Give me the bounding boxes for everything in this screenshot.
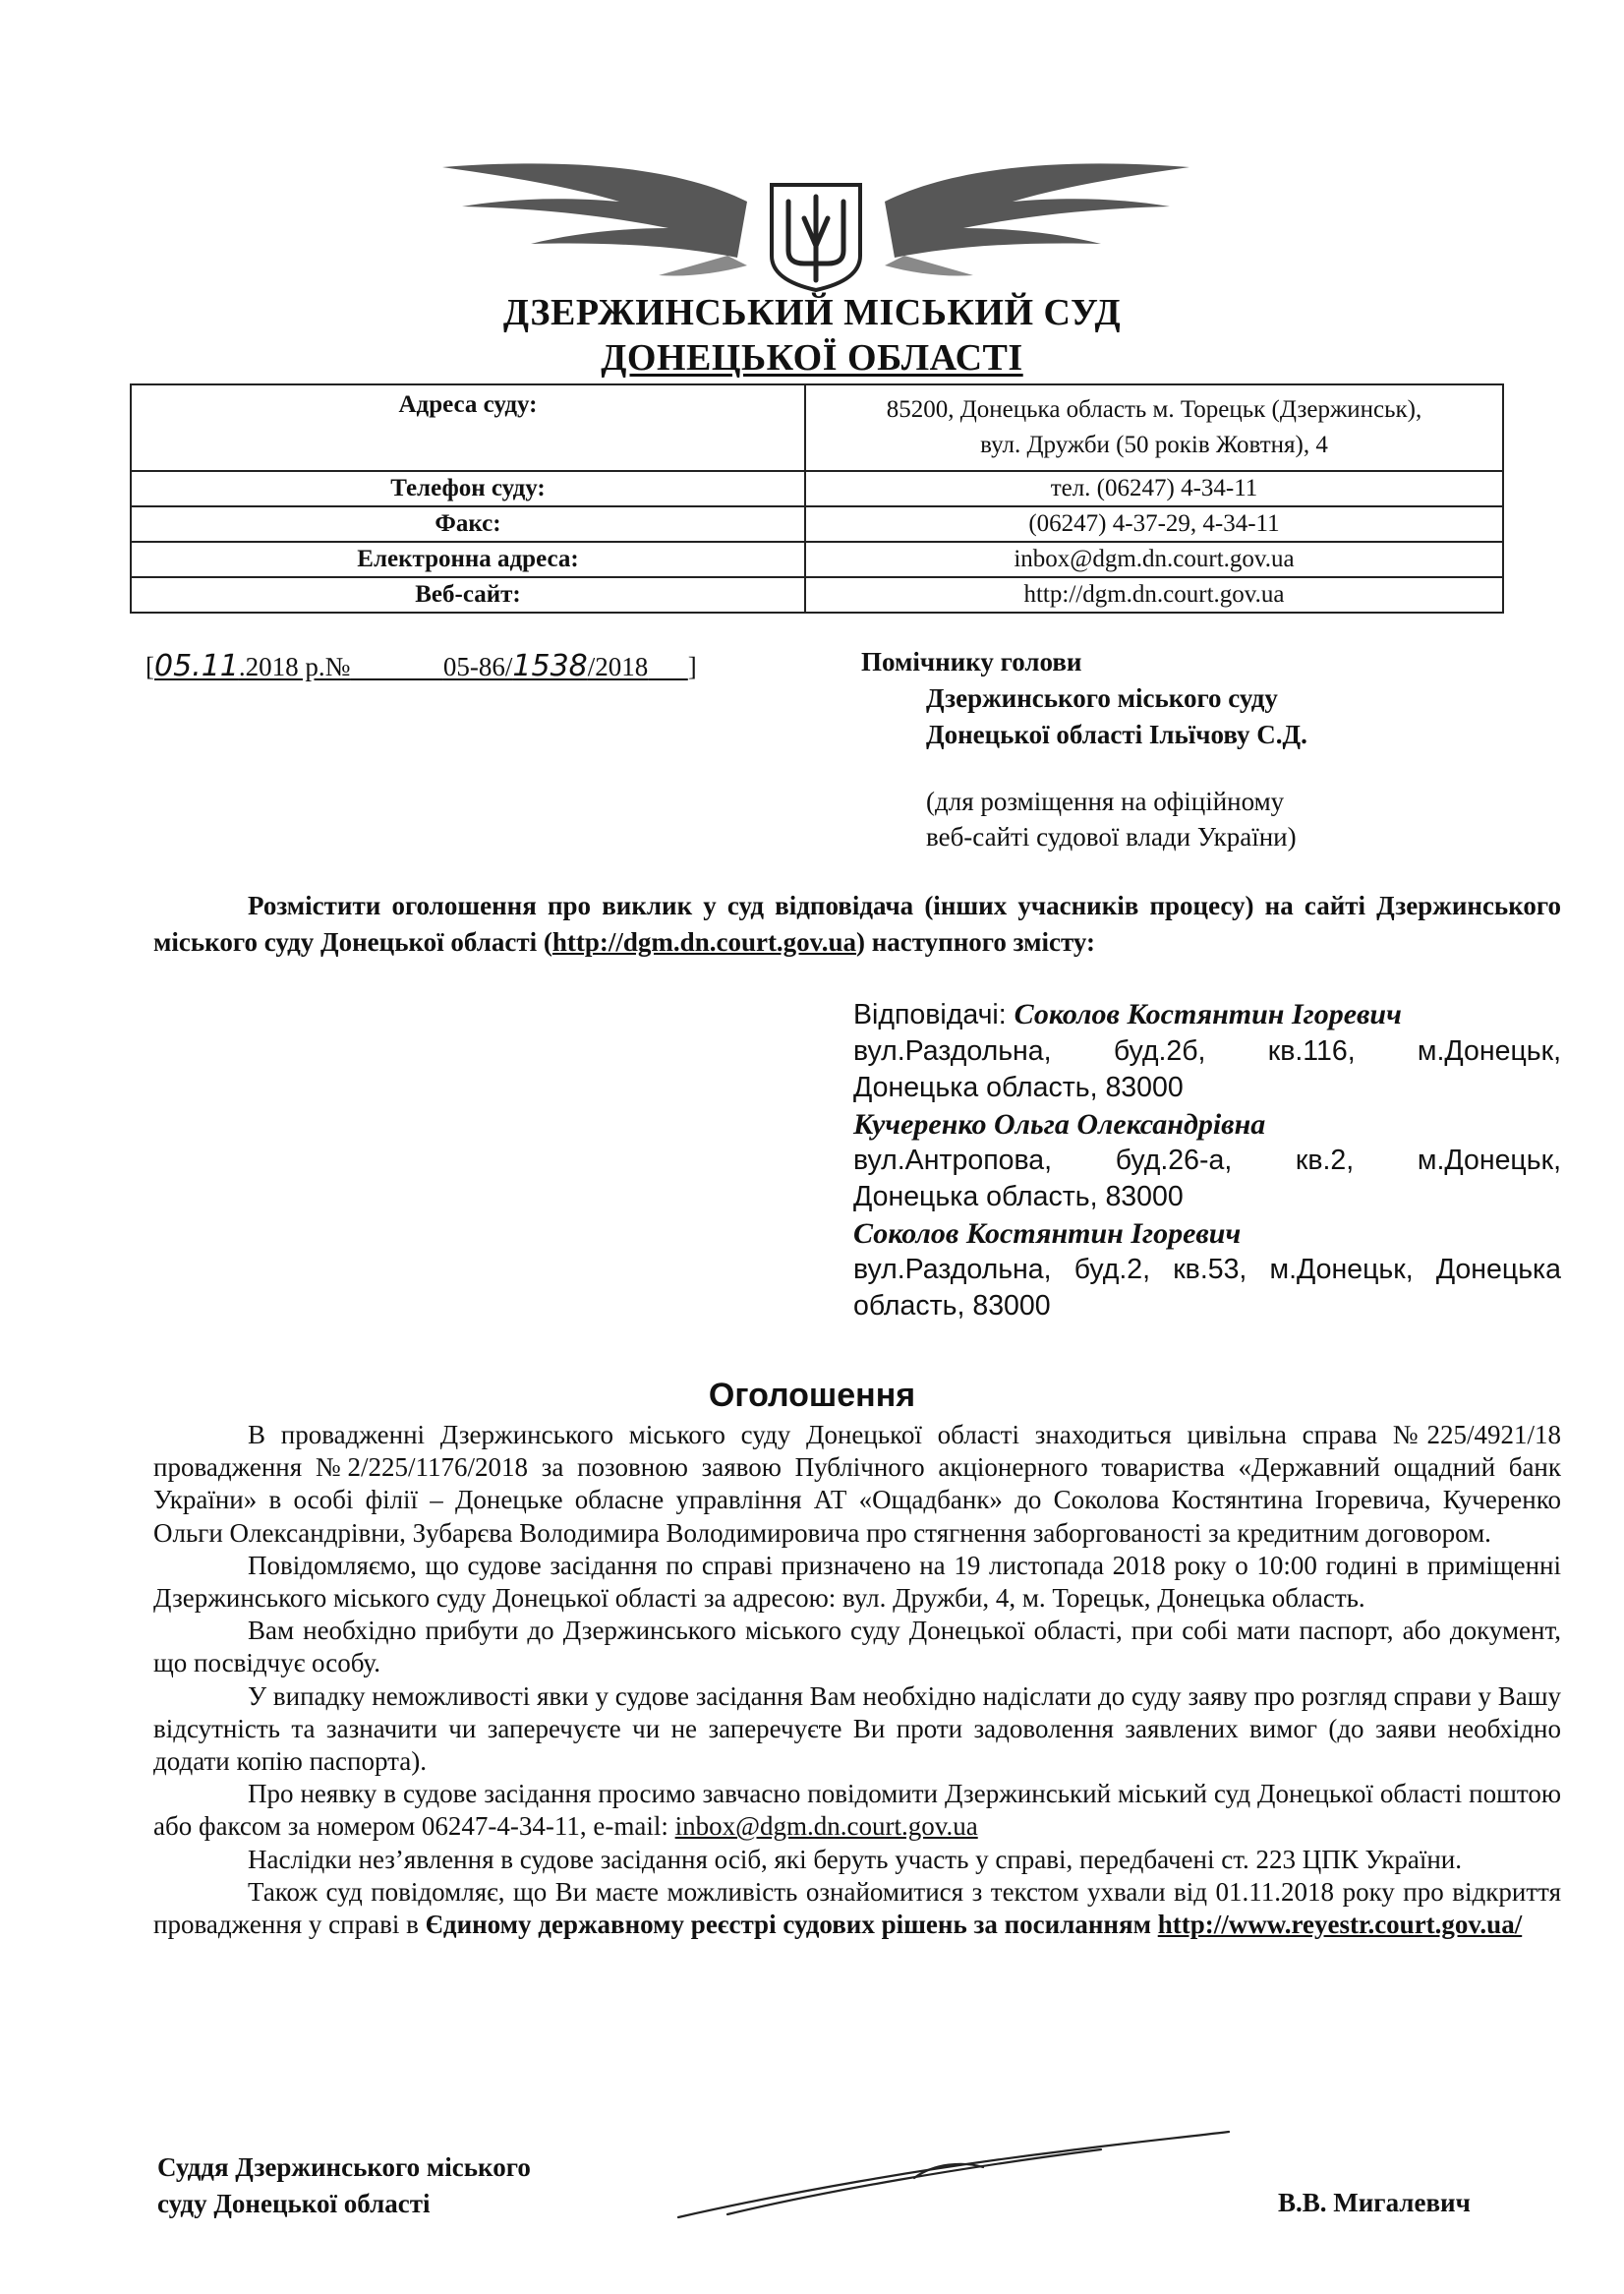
addressee-note-line2: веб-сайті судової влади України) [926,822,1297,852]
signature-name: В.В. Мигалевич [1278,2188,1471,2217]
addressee-note-line1: (для розміщення на офіційному [926,787,1285,816]
announcement-p4: У випадку неможливості явки у судове засідання Вам необхідно надіслати до суду заяву про розгляд справи у Вашу відсутність та зазначити чи заперечуєте чи не заперечуєте Ви проти задоволення заявлених вимог (до заяви необхідно додати копію паспорта). [153,1680,1561,1777]
announcement-p2: Повідомляємо, що судове засідання по справі призначено на 19 листопада 2018 року о 10:00 годині в приміщенні Дзержинського міського суду Донецької області за адресою: вул. Дружби, 4, м. Торецьк, Донецька область. [153,1550,1561,1614]
announcement-p5-text: Про неявку в судове засідання просимо завчасно повідомити Дзержинський міський суд Донецької області поштою або факсом за номером 06247-4-34-11, e-mail: [153,1779,1561,1842]
signature-title [157,2149,531,2222]
info-row-address [131,384,1503,471]
ref-date-rest: .2018 р.№ [238,652,351,681]
ref-number-suffix: /2018 [587,652,649,681]
announcement-title: Оголошення [708,1377,916,1414]
announcement-p7-text: Також суд повідомляє, що Ви маєте можливість ознайомитися з текстом ухвали від 01.11.2018 року про відкриття провадження у справі в [153,1876,1561,1940]
respondent-1-address-line2: Донецька область, 83000 [853,1072,1184,1103]
addressee-note [926,784,1297,854]
address-label: Адреса суду: [131,384,805,471]
handwritten-signature-icon [668,2124,1239,2232]
signature-title-line1: Суддя Дзержинського міського [157,2152,531,2182]
respondent-3-address-line1: вул.Раздольна, буд.2, кв.53, м.Донецьк, Донецька [853,1254,1561,1285]
website-value: http://dgm.dn.court.gov.ua [805,577,1503,613]
announcement-p6: Наслідки нез’явлення в судове засідання осіб, які беруть участь у справі, передбачені ст. 223 ЦПК України. [248,1844,1462,1874]
addressee-line3: Донецької області Ільїчову С.Д. [926,720,1307,749]
info-row-email [131,542,1503,577]
request-paragraph [153,888,1561,961]
addressee-line2: Дзержинського міського суду [926,683,1278,713]
phone-value: тел. (06247) 4-34-11 [805,471,1503,506]
ref-handwritten-number: 1538 [512,649,588,683]
address-line1: 85200, Донецька область м. Торецьк (Дзержинськ), [886,396,1422,423]
announcement-p5 [153,1778,1561,1843]
fax-value: (06247) 4-37-29, 4-34-11 [805,506,1503,542]
court-info-table [130,383,1504,614]
court-title-line1: ДЗЕРЖИНСЬКИЙ МІСЬКИЙ СУД [502,292,1122,333]
ref-close-bracket: ] [687,652,697,681]
court-emblem-icon [423,147,1209,295]
address-line2: вул. Дружби (50 років Жовтня), 4 [980,432,1328,458]
respondent-1-name: Соколов Костянтин Ігоревич [1014,998,1402,1030]
info-row-phone [131,471,1503,506]
court-title [0,290,1624,381]
info-row-fax [131,506,1503,542]
ref-handwritten-date: 05.11 [154,649,239,683]
email-label: Електронна адреса: [131,542,805,577]
ref-number-prefix: 05-86/ [442,652,513,681]
respondent-3-name: Соколов Костянтин Ігоревич [853,1217,1242,1250]
reference-line [145,649,697,683]
announcement-registry-link[interactable]: http://www.reyestr.court.gov.ua/ [1157,1910,1523,1940]
announcement-p3: Вам необхідно прибути до Дзержинського міського суду Донецької області, при собі мати паспорт, або документ, що посвідчує особу. [153,1616,1561,1678]
addressee [861,644,1307,753]
court-title-line2: ДОНЕЦЬКОЇ ОБЛАСТІ [601,337,1023,379]
info-row-website [131,577,1503,613]
announcement-p1: В провадженні Дзержинського міського суду Донецької області знаходиться цивільна справа №225/4921/18 провадження №2/225/1176/2018 за позовною заявою Публічного акціонерного товариства «Державний ощадний банк України» в особі філії – Донецьке обласне управління АТ «Ощадбанк» до Соколова Костянтина Ігоревича, Кучеренко Ольги Олександрівни, Зубарєва Володимира Володимировича про стягнення заборгованості за кредитним договором. [153,1420,1561,1548]
signature-title-line2: суду Донецької області [157,2189,431,2218]
respondents-block [853,996,1561,1324]
request-site-link[interactable]: http://dgm.dn.court.gov.ua [551,927,856,957]
request-text-before: Розмістити оголошення про виклик у суд відповідача (інших учасників процесу) на сайті Дзержинського міського суду Донецької області ( [153,891,1561,957]
email-value: inbox@dgm.dn.court.gov.ua [805,542,1503,577]
respondent-2-address-line2: Донецька область, 83000 [853,1181,1184,1212]
respondent-2-name: Кучеренко Ольга Олександрівна [853,1108,1266,1141]
announcement-email-link[interactable]: inbox@dgm.dn.court.gov.ua [674,1811,978,1842]
respondents-label: Відповідачі: [853,999,1015,1030]
ref-open-bracket: [ [145,652,154,681]
respondent-1 [853,996,1561,1033]
announcement-p7 [153,1876,1561,1941]
request-text-after: ) наступного змісту: [855,927,1095,957]
fax-label: Факс: [131,506,805,542]
address-value [805,384,1503,471]
respondent-3-address-line2: область, 83000 [853,1290,1051,1322]
announcement-body [153,1419,1561,1941]
respondent-2-address-line1: вул.Антропова, буд.26-а, кв.2, м.Донецьк, [853,1145,1561,1176]
announcement-p7-bold: Єдиному державному реєстрі судових рішень за посиланням [425,1910,1151,1940]
addressee-line1: Помічнику голови [861,647,1082,676]
respondent-1-address-line1: вул.Раздольна, буд.2б, кв.116, м.Донецьк, [853,1035,1561,1067]
phone-label: Телефон суду: [131,471,805,506]
website-label: Веб-сайт: [131,577,805,613]
